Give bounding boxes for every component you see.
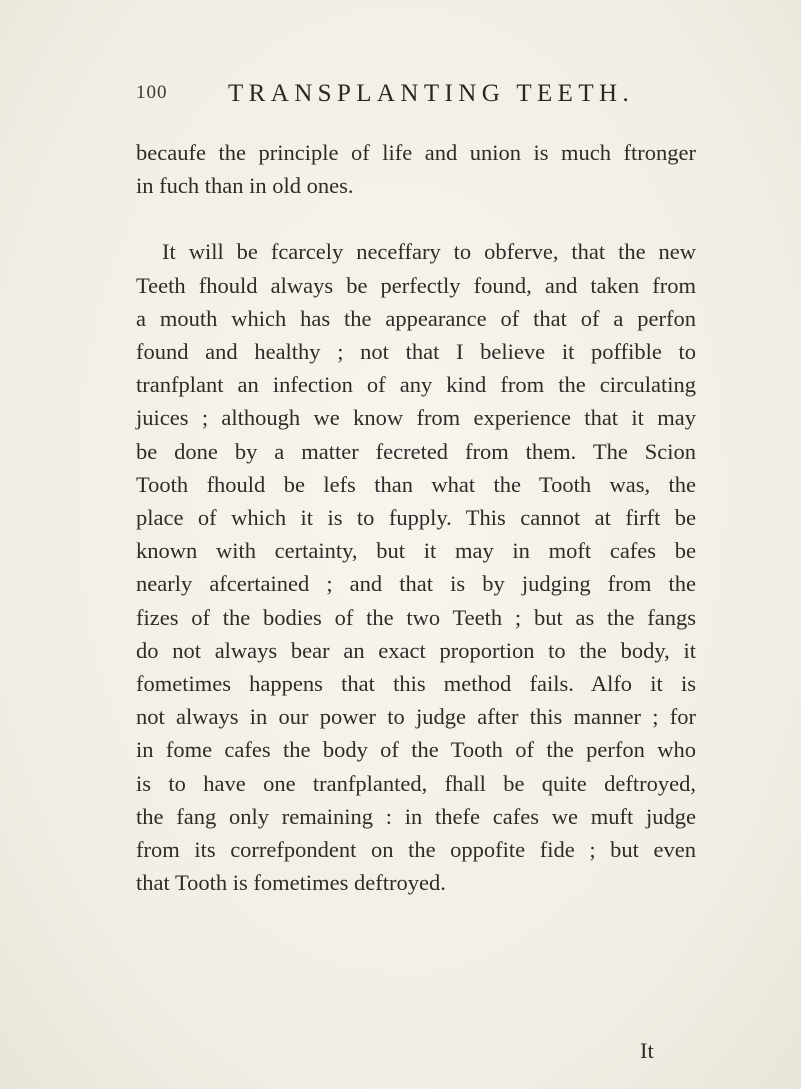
- text-line: be done by a matter fecreted from them. The Scion: [136, 438, 696, 464]
- text-line: fizes of the bodies of the two Teeth ; but as the fangs: [136, 604, 696, 630]
- text-line: nearly afcertained ; and that is by judging from the: [136, 571, 696, 597]
- text-line: that Tooth is fometimes deftroyed.: [136, 870, 446, 896]
- text-line: Teeth fhould always be perfectly found, and taken from: [136, 272, 696, 298]
- body-text: [136, 136, 696, 899]
- text-line: known with certainty, but it may in moft cafes be: [136, 538, 696, 564]
- catchword: It: [640, 1038, 654, 1063]
- text-line: tranfplant an infection of any kind from the circulating: [136, 372, 696, 398]
- text-line: fometimes happens that this method fails. Alfo it is: [136, 671, 696, 697]
- text-line: Tooth fhould be lefs than what the Tooth was, the: [136, 471, 696, 497]
- running-head: TRANSPLANTING TEETH.: [228, 80, 635, 107]
- text-line: a mouth which has the appearance of that of a perfon: [136, 305, 696, 331]
- page-header: [136, 80, 656, 114]
- text-line: do not always bear an exact proportion to the body, it: [136, 637, 696, 663]
- text-line: It will be fcarcely neceffary to obferve, that the new: [162, 239, 696, 265]
- paragraph-2: [136, 235, 696, 899]
- text-line: not always in our power to judge after this manner ; for: [136, 704, 696, 730]
- text-line: in fome cafes the body of the Tooth of the perfon who: [136, 737, 696, 763]
- page-number: 100: [136, 82, 168, 103]
- text-line: place of which it is to fupply. This cannot at firft be: [136, 505, 696, 531]
- text-line: becaufe the principle of life and union is much ftronger: [136, 140, 696, 165]
- text-line: the fang only remaining : in thefe cafes we muft judge: [136, 803, 696, 829]
- paragraph-1: [136, 136, 696, 202]
- paragraph-gap: [136, 202, 696, 235]
- text-line: is to have one tranfplanted, fhall be quite deftroyed,: [136, 770, 696, 796]
- text-line: in fuch than in old ones.: [136, 173, 354, 199]
- text-line: found and healthy ; not that I believe it poffible to: [136, 339, 696, 365]
- text-line: from its correfpondent on the oppofite fide ; but even: [136, 837, 696, 863]
- text-line: juices ; although we know from experience that it may: [136, 405, 696, 431]
